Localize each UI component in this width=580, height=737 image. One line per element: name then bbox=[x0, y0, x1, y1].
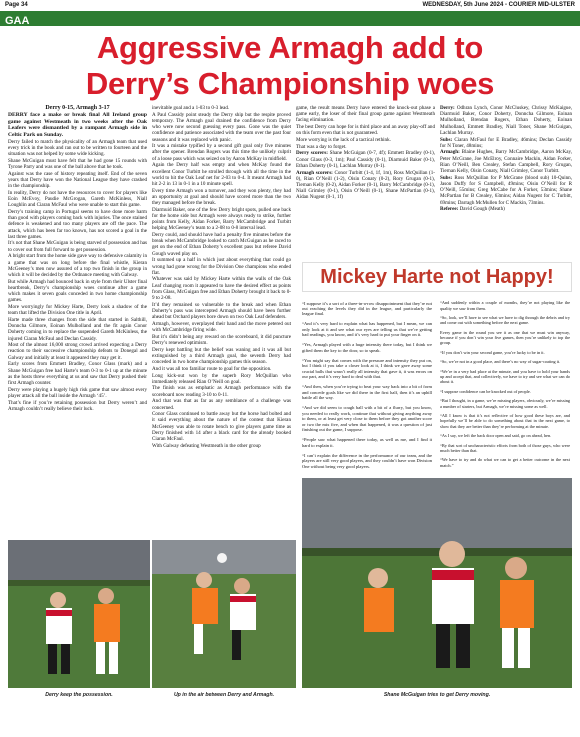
team-label: Derry: bbox=[440, 105, 455, 111]
page-header bbox=[0, 0, 580, 10]
article-column-4 bbox=[440, 105, 572, 213]
headline-line-2: Derry’s Championship woes bbox=[85, 66, 495, 101]
paragraph: “If you don’t win your second game, you’re lucky to be in it. bbox=[440, 349, 545, 355]
date-line: WEDNESDAY, 5th June 2024 - COURIER MID-ULSTER bbox=[422, 2, 575, 8]
team-label: Armagh: bbox=[440, 149, 460, 156]
photo-derry-possession bbox=[8, 540, 150, 688]
paragraph: “I suppose confidence can be knocked out of people. bbox=[440, 388, 531, 394]
paragraph: That was a day to forget. bbox=[296, 143, 347, 150]
paragraph: Early scores from Emmett Bradley, Conor Glass (mark) and a Shane McGuigan free had Harte’s team 0-3 to 0-1 up at the minute as the hosts threw everything at us and saw that Derry pushed their first Armagh counter. bbox=[8, 361, 147, 386]
caption-photo-2: Up in the air between Derry and Armagh. bbox=[173, 692, 275, 698]
photo-mcguigan bbox=[302, 478, 572, 688]
article-column-2 bbox=[152, 105, 291, 449]
paragraph: In reality, Derry do not have the resources to cover for players like Eoin McEvoy, Paudie McGrogan, Gareth McKinless, Niall Loughlin and Ciaran McFaul who were unable to start this game. bbox=[8, 189, 147, 209]
paragraph: Conor Glass continued to battle away but the horse had bolted and it said everything about the nature of the contest that Kieran McGeeney was able to rotate bench to give players game time as Derry finished with 14 after a black card for the already booked Ciaran McFaul. bbox=[152, 411, 291, 443]
paragraph: inevitable goal and a 1-03 to 0-3 lead. bbox=[152, 105, 230, 111]
section-bar bbox=[0, 11, 580, 26]
paragraph: “And suddenly within a couple of months, they’re not playing like the quality we saw from them. bbox=[440, 300, 570, 311]
paragraph: And that was that as far as any semblance of a challenge was concerned. bbox=[152, 398, 291, 411]
sidebar-column-2 bbox=[440, 296, 570, 472]
paragraph: Every game in the round you see it as one that we must win anyway, because if you don’t win your five games, then you’re unlikely to top the group. bbox=[440, 329, 570, 346]
sidebar-headline: Mickey Harte not Happy! bbox=[302, 262, 572, 292]
paragraph: game, the result means Derry have entered the knock-out phase a game early, the loser of their final group game against Westmeath facing elimination. bbox=[296, 105, 435, 124]
paragraph: But while Armagh had bounced back in style from their Ulster final heartbreak, Derry’s championship woes continue after a game which makes it seven goals conceded in two home championship games. bbox=[8, 278, 147, 304]
paragraph: Derry’s training camp in Portugal seems to have done more harm than good with players coming back with injuries. The once stained defence is weakened and too many players are off the pace. The attack, which has been far too known, has not scored a goal in the last three games. bbox=[8, 208, 147, 240]
paragraph: “You might say that comes with the pressure and intensity they put on, but I think if you take a closer look at it, I think we gave away some crucial balls that wasn’t really all intensity that gave it, it was errors on our part, and it’s very hard to deal with that. bbox=[302, 357, 432, 380]
scoreline: Derry 0-15, Armagh 3-17 bbox=[45, 105, 110, 111]
paragraph: Most of the almost 16,000 strong crowd arrived expecting a Derry reaction to their successive championship defeats to Donegal and Galway and initially at least it appeared they may get it. bbox=[8, 342, 147, 361]
paragraph: DERRY face a make or break final All Ireland group game against Westmeath in two weeks after the Oak Leafers were dismantled by a rampant Armagh side in Celtic Park on Sunday. bbox=[8, 112, 147, 138]
paragraph: Every time Armagh won a turnover, and they won plenty, they had an opportunity at goal and should have scored more than the two they managed before the break. bbox=[152, 187, 291, 207]
photo-up-in-the-air bbox=[152, 540, 296, 688]
caption-photo-1: Derry keep the possession. bbox=[45, 692, 113, 698]
scorers-label: Armagh scorers: bbox=[296, 169, 333, 176]
paragraph: Again the Derry half was empty and when McKay found the excellent Conor Turbitt he strolled through with all the time in the world to hit the Oak Leaf net for 2-03 to 0-4. It meant Armagh had hit 2-2 in 13 in 0-1 in a 10 minute spell. bbox=[152, 162, 291, 187]
section-label: GAA bbox=[5, 15, 30, 27]
paragraph: It was a mistake typified by a second gift goal only five minutes after the opener. Brendan Rogers was this time the unlikely culprit of a loose pass which was seized on by Aaron McKay in midfield. bbox=[152, 143, 291, 162]
paragraph: The finish was as emphatic as Armagh performance with the scoreboard now reading 3-10 to 0-11. bbox=[152, 385, 291, 398]
paragraph: Diarmuid Baker, one of the few Derry bright spots, pulled one back for the home side but Armagh were always ready to strike, further points from Kelly, Aidan Forker, Barry McCambridge and Turbitt helping McGeeney’s team to a 2-08 to 0-8 interval lead. bbox=[152, 206, 291, 232]
sidebar-column-1 bbox=[302, 296, 432, 474]
scorers-line bbox=[296, 170, 435, 201]
paragraph: Derry failed to match the physicality of an Armagh team that used every trick in the book and ran out to be written to fourteen and the situation was not helped by some wide kicking. bbox=[8, 138, 147, 158]
headline bbox=[0, 30, 580, 102]
paragraph: “And we did seem to cough ball with a bit of a flurry, but you know, you needed to really work, continue that without giving anything away to them, or at least get very close to them before they got another score or two the mix five, and when that happened, it was a question of just finishing out the game, I suppose. bbox=[302, 405, 432, 433]
paragraph: Whatever was said by Mickey Harte within the walls of the Oak Leaf changing room it appeared to have the desired effect as points from Glass, McGuigan free and Ethan Doherty brought it back to 0-9 to 2-08. bbox=[152, 276, 291, 302]
team-label: Subs: bbox=[440, 174, 453, 181]
article-column-3 bbox=[296, 105, 435, 201]
team-line bbox=[440, 137, 572, 149]
team-label: Referee: bbox=[440, 206, 459, 213]
caption-photo-3: Shane McGuigan tries to get Derry moving. bbox=[383, 692, 491, 698]
scorers-text: Conor Turbitt (1-4, 1f, 1m), Ross McQuillan (1-0), Rian O’Neill (1-2), Oisin Conaty (0-2), Rory Grugan (0-1), Tiernan Kelly (0-2), Aidan Forker (0-1), Barry McCambridge (0-1), Niall Grimley (0-1), Oisin O’Neill (0-1), Shane McPartlan (0-1), Aidan Nugent (0-1, 1f) bbox=[296, 169, 435, 201]
team-label: Subs: bbox=[440, 136, 453, 143]
team-line bbox=[440, 175, 572, 206]
team-text: Odhran Lynch, Conor McCluskey, Chrissy McKaigue, Diarmuid Baker, Conor Doherty, Donncha Gilmore, Eoinan Mulholland, Brendan Rogers, Ethan Doherty, Eoinan Mulholland, Emmett Bradley, Niall Toner, Shane McGuigan, Lachlan Murray. bbox=[440, 105, 573, 136]
paragraph: “So, we’re not in a good place, and there’s no way of sugar-coating it. bbox=[440, 359, 561, 365]
team-text: Blaine Hughes, Barry McCambridge, Aaron McKay, Peter McGrane, Joe McElroy, Connaire Mackin, Aidan Forker, Rian O’Neill, Ben Crealey, Stefan Campbell, Rory Grugan, Tiernan Kelly, Oisin Conaty, Niall Grimley, Conor Turbitt. bbox=[440, 149, 572, 175]
paragraph: It’d they remained so vulnerable to the break and when Ethan Doherty’s pass was intercepted Armagh should have been further ahead but Orchard players bore down on two Oak Leaf defenders. bbox=[152, 301, 291, 321]
scorers-line bbox=[296, 150, 435, 169]
paragraph: But it’s didn’t being any reward on the scoreboard, it did puncture Derry’s renewed optimism. bbox=[152, 333, 291, 347]
scorers-label: Derry scorers: bbox=[296, 150, 328, 157]
paragraph: “But I thought, in a game, we’re missing players, obviously, we’re missing a number of starters, but Armagh, we’re missing some as well. bbox=[440, 398, 570, 409]
paragraph: Against was the case of history repeating itself. End of the seven years that Derry have won the National League they have crashed in the championship. bbox=[8, 170, 147, 190]
headline-line-1: Aggressive Armagh add to bbox=[96, 30, 484, 65]
paragraph: “As I say, we left the back door open and said, go on ahead, hen. bbox=[440, 433, 552, 439]
team-text: Ross McQuillan for P McGrane (blood sub) 10-Quinn, Jason Duffy for S Campbell, 49mins; Oisin O’Neill for R O’Neill, 55mins; Greg McCabe for A Forker, 53mins; Shane McPartlan for B Crealey, 63mins; Aidan Nugent for C Turbitt, 69mins; Darragh McMullen for C Mackin, 73mins. bbox=[440, 174, 573, 206]
paragraph: “So, look, we’ll have to see what we have to dig through the debris and try and come out with something before the next game. bbox=[440, 315, 570, 326]
paragraph: Harte made three changes from the side that started in Salthill, Donncha Gilmore, Eoinan Mulholland and the fit again Conor Doherty coming in to replace the suspended Gareth McKinless, the injured Ciaran McFaul and Declan Cassidy. bbox=[8, 316, 147, 342]
paragraph: Armagh, however, overplayed their hand and the move petered out with McCambridge firing wide. bbox=[152, 320, 291, 334]
paragraph: The best Derry can hope for is third place and an away play-off and on this form even that is not guaranteed. bbox=[296, 124, 435, 137]
paragraph: Derry could, and should have had a penalty five minutes before the break when McCambridge looked to catch McGuigan as he raced to get on the end of Ethan Doherty’s excellent pass but referee David Gough waved play on. bbox=[152, 232, 291, 257]
paragraph: “By that sort of uncharacteristic efforts from both of those guys, who were much better than that. bbox=[440, 442, 570, 453]
scorers-text: Shane McGuigan (0-7, 4f); Emmett Bradley (0-1), Conor Glass (0-3, 1m); Paul Cassidy (0-1), Diarmuid Baker (0-1), Ethan Doherty (0-1), Lachlan Murray (0-1). bbox=[296, 150, 435, 169]
team-line bbox=[440, 206, 572, 212]
paragraph: “Yes, Armagh played with a huge intensity there today, but I think we gifted them the key to the door, so to speak. bbox=[302, 342, 432, 353]
article-column-1 bbox=[8, 105, 147, 412]
paragraph: And it was all too familiar route to goal for the opposition. bbox=[152, 365, 272, 372]
paragraph: It summed up a half in which just about everything that could go wrong had gone wrong for the Division One champions who ended flat. bbox=[152, 257, 291, 276]
paragraph: “I suppose it’s a sort of a three-in-a-row disappointment that they’re not out reaching the levels they did in the league, and particularly the league final. bbox=[302, 300, 432, 317]
paragraph: “And then, when you’re trying to beat your way back into a bit of form and concede goals like we did there in the first half, then it’s an uphill battle all the way. bbox=[302, 384, 432, 401]
paragraph: Derry kept battling but the belief was waning and it was all but extinguished by a third Armagh goal, the seventh Derry had conceded in two home championship games this season. bbox=[152, 346, 291, 366]
paragraph: That’s fine if you’re retaining possession but Derry weren’t and Armagh couldn’t really believe their luck. bbox=[8, 399, 147, 412]
page-number: Page 34 bbox=[5, 2, 28, 8]
paragraph: “I can’t explain the difference in the performance of our team, and the players are still very good players, and they couldn’t have won Division One without being very good players. bbox=[302, 452, 432, 469]
paragraph: “All I know is that it’s not reflective of how good these boys are, and hopefully we’ll be able to do something about that in the next game, to show that they are better than they’re performing at the minute. bbox=[440, 413, 570, 429]
paragraph: More worrying is the lack of a tactical rethink. bbox=[296, 137, 391, 144]
team-text: David Gough (Meath) bbox=[459, 206, 505, 213]
paragraph: “We’re in a very bad place at the minute, and you have to hold your hands up and accept that, and collectively, we have to try and see what we can do about it. bbox=[440, 368, 570, 385]
paragraph: A Paul Cassidy point steady the Derry ship but the respite proved temporary. The Armagh goal drained the confidence from Derry who were now second guessing every pass. Gone was the quiet confidence and patience associated with the team over the past four seasons and it was replaced with panic. bbox=[152, 111, 291, 143]
paragraph: With Galway defeating Westmeath in the other group bbox=[152, 442, 261, 449]
team-line bbox=[440, 149, 572, 174]
paragraph: “And it’s very hard to explain what has happened, but I mean, we can only look at it and see what our eyes are telling us that we’re getting bad readings, you know, and it’s very hard to put your finger on it. bbox=[302, 321, 432, 338]
paragraph: A bright start from the home side gave way to defensive calamity in a game that was on long before the final whistle, Kieran McGeeney’s men now assured of a top two finish in the group in which it will be decided by the Ordnance meeting with Galway. bbox=[8, 253, 147, 278]
paragraph: Long kick-out won by the superb Rory McQuillan who immediately released Rian O’Neill on goal. bbox=[152, 372, 291, 385]
paragraph: “People saw what happened there today, as well as me, and I find it hard to explain it. bbox=[302, 437, 432, 448]
team-line bbox=[440, 105, 572, 136]
paragraph: More worryingly for Mickey Harte, Derry look a shadow of the team that lifted the Division One title in April. bbox=[8, 303, 147, 317]
paragraph: Derry were playing a hugely high risk game that saw almost every player attack all the ball inside the Armagh ‘45’. bbox=[8, 386, 147, 399]
paragraph: It’s not that Shane McGuigan is being starved of possession and has to cover out from full forward to get possession. bbox=[8, 240, 147, 253]
paragraph: “We have to try and do what we can to get a better outcome in the next match.” bbox=[440, 457, 570, 468]
paragraph: Shane McGuigan must have felt that he had gone 15 rounds with Tyrone Parry and was one of the ball above that he took. bbox=[8, 157, 147, 171]
team-text: Ciaran McFaul for E Bradley, 46mins; Declan Cassidy for N Toner, 48mins; bbox=[440, 136, 572, 149]
